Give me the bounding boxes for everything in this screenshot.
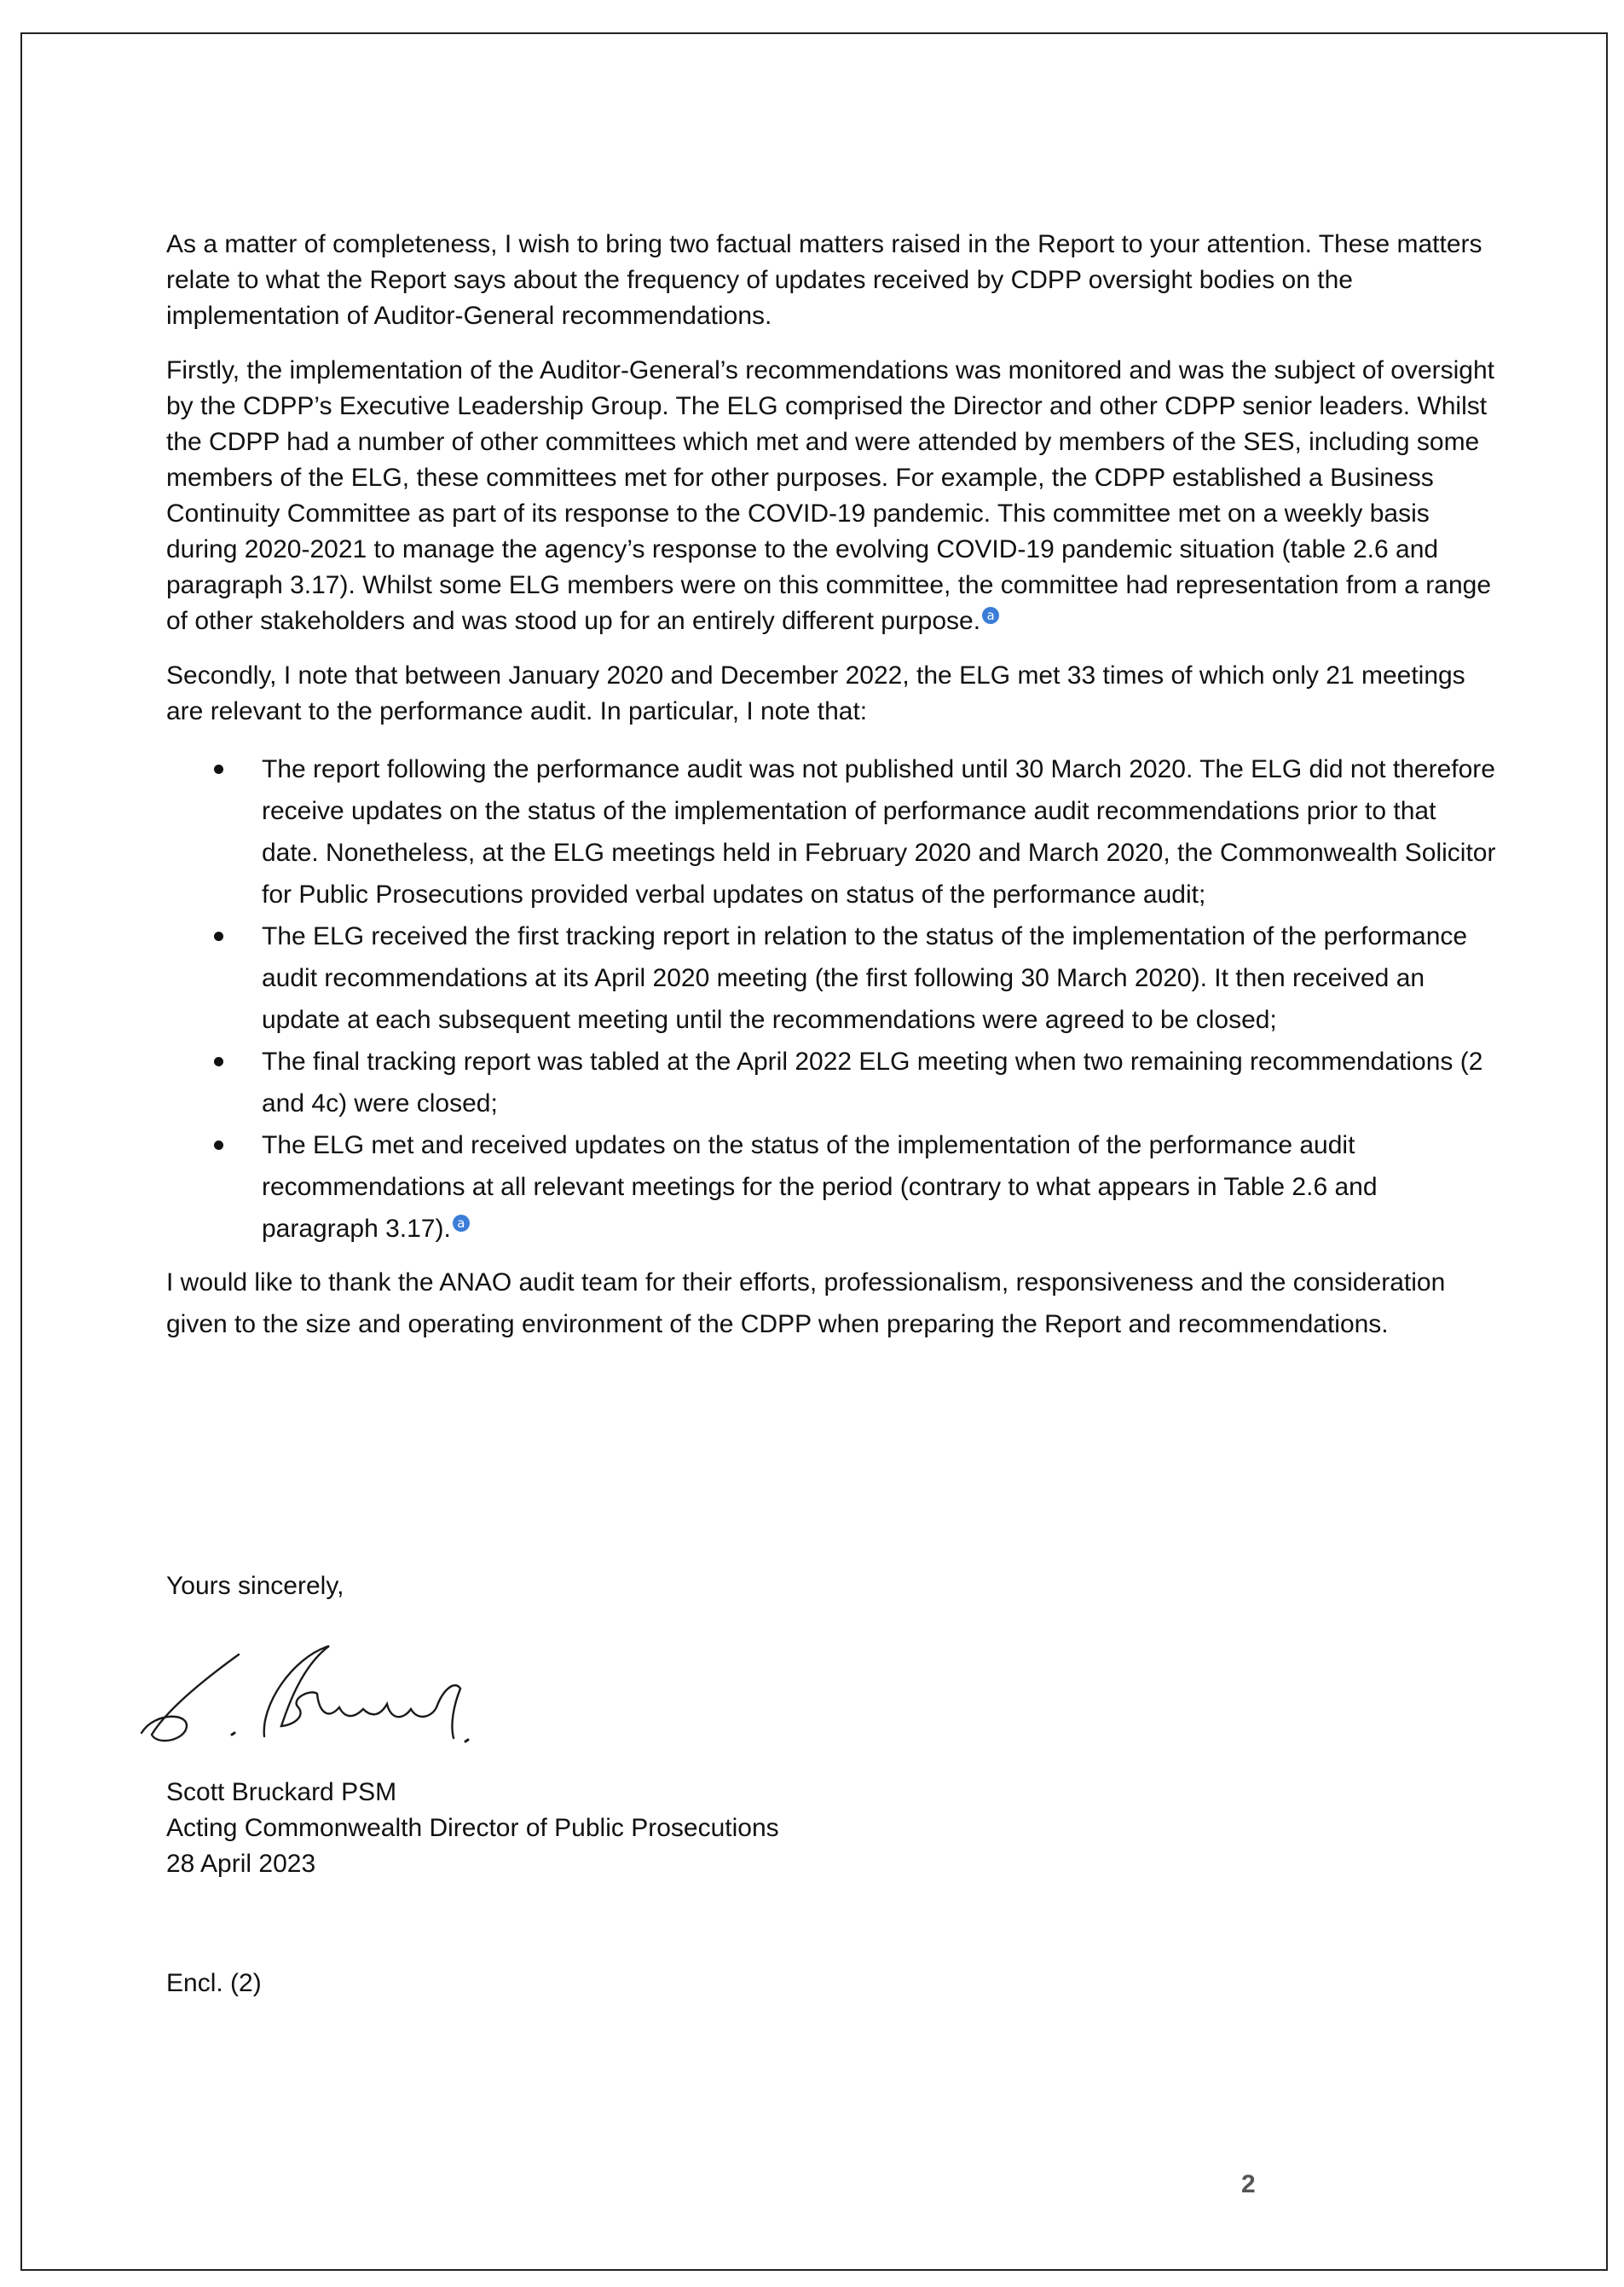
bullet-icon bbox=[214, 1141, 223, 1150]
signature-image bbox=[136, 1632, 494, 1760]
list-item: The final tracking report was tabled at the April 2022 ELG meeting when two remaining recommendations (2 and 4c) were closed; bbox=[166, 1041, 1496, 1124]
enclosure-note: Encl. (2) bbox=[166, 1969, 262, 1997]
list-item: The ELG met and received updates on the status of the implementation of the performance audit recommendations at all relevant meetings for the period (contrary to what appears in Table 2.6 and paragraph 3.17). a bbox=[166, 1124, 1496, 1250]
paragraph-thanks: I would like to thank the ANAO audit team for their efforts, professionalism, responsiveness and the consideration given to the size and operating environment of the CDPP when preparing the Report and recommendations. bbox=[166, 1268, 1446, 1338]
annotation-marker-icon[interactable]: a bbox=[982, 607, 999, 624]
paragraph-secondly: Secondly, I note that between January 2020 and December 2022, the ELG met 33 times of which only 21 meetings are relevant to the performance audit. In particular, I note that: bbox=[166, 661, 1465, 725]
page-number: 2 bbox=[1241, 2170, 1256, 2198]
annotation-marker-icon[interactable]: a bbox=[453, 1215, 470, 1232]
letter-body bbox=[166, 227, 1496, 1345]
signer-name: Scott Bruckard PSM bbox=[166, 1778, 397, 1806]
bullet-icon bbox=[214, 932, 223, 941]
signer-title: Acting Commonwealth Director of Public Prosecutions bbox=[166, 1814, 779, 1842]
signer-block bbox=[166, 1775, 779, 1882]
bullet-icon bbox=[214, 765, 223, 774]
paragraph-completeness: As a matter of completeness, I wish to bring two factual matters raised in the Report to your attention. These matters relate to what the Report says about the frequency of updates received by CDPP oversight bodies on the implementation of Auditor-General recommendations. bbox=[166, 230, 1482, 330]
list-item: The ELG received the first tracking report in relation to the status of the implementation of the performance audit recommendations at its April 2020 meeting (the first following 30 March 2020). It then received an update at each subsequent meeting until the recommendations were agreed to be closed; bbox=[166, 915, 1496, 1041]
bullet-icon bbox=[214, 1057, 223, 1066]
paragraph-firstly: Firstly, the implementation of the Auditor-General’s recommendations was monitored and was the subject of oversight by the CDPP’s Executive Leadership Group. The ELG comprised the Director and other CDPP senior leaders. Whilst the CDPP had a number of other committees which met and were attended by members of the SES, including some members of the ELG, these committees met for other purposes. For example, the CDPP established a Business Continuity Committee as part of its response to the COVID-19 pandemic. This committee met on a weekly basis during 2020-2021 to manage the agency’s response to the evolving COVID-19 pandemic situation (table 2.6 and paragraph 3.17). Whilst some ELG members were on this committee, the committee had representation from a range of other stakeholders and was stood up for an entirely different purpose. a bbox=[166, 356, 1494, 635]
letter-date: 28 April 2023 bbox=[166, 1850, 316, 1878]
closing-salutation: Yours sincerely, bbox=[166, 1572, 344, 1600]
list-item: The report following the performance audit was not published until 30 March 2020. The ELG did not therefore receive updates on the status of the implementation of performance audit recommendations prior to that date. Nonetheless, at the ELG meetings held in February 2020 and March 2020, the Commonwealth Solicitor for Public Prosecutions provided verbal updates on status of the performance audit; bbox=[166, 748, 1496, 915]
bullet-list bbox=[166, 748, 1496, 1250]
